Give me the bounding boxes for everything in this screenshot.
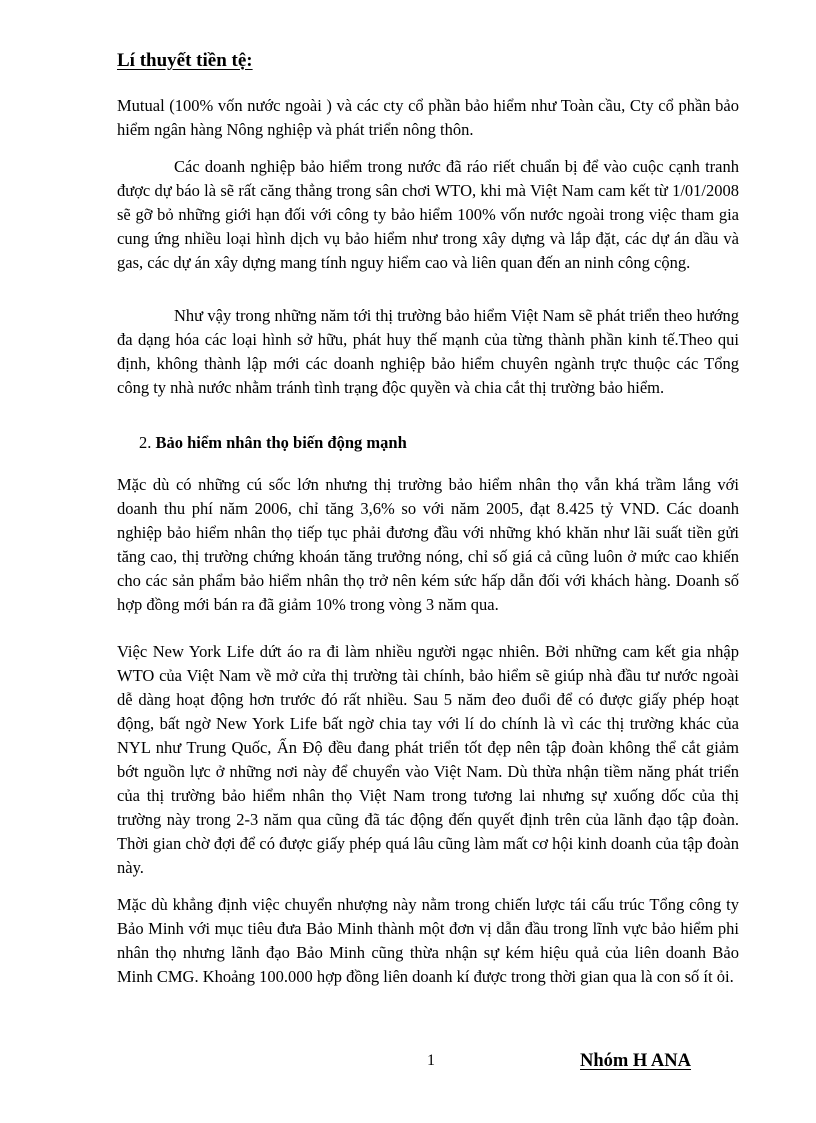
paragraph-life-insurance-revenue: Mặc dù có những cú sốc lớn nhưng thị trường bảo hiểm nhân thọ vẫn khá trầm lắng với doanh thu phí năm 2006, chỉ tăng 3,6% so với năm 2005, đạt 8.425 tỷ VND. Các doanh nghiệp bảo hiểm nhân thọ tiếp tục phải đương đầu với những khó khăn như lãi suất tiền gửi tăng cao, thị trường chứng khoán tăng trưởng nóng, chỉ số giá cả cũng luôn ở mức cao khiến cho các sản phẩm bảo hiểm nhân thọ trở nên kém sức hấp dẫn đối với khách hàng. Doanh số hợp đồng mới bán ra đã giảm 10% trong vòng 3 năm qua. [117,475,739,614]
document-title: Lí thuyết tiền tệ: [117,50,253,71]
section-heading-text: Bảo hiểm nhân thọ biến động mạnh [155,433,407,452]
page-number: 1 [427,1052,435,1069]
paragraph-ownership-diversification: Như vậy trong những năm tới thị trường bảo hiểm Việt Nam sẽ phát triển theo hướng đa dạng hóa các loại hình sở hữu, phát huy thế mạnh của từng thành phần kinh tế.Theo qui định, không thành lập mới các doanh nghiệp bảo hiểm chuyên ngành trực thuộc các Tổng công ty nhà nước nhằm tránh tình trạng độc quyền và chia cắt thị trường bảo hiểm. [117,306,739,397]
paragraph-mutual: Mutual (100% vốn nước ngoài ) và các cty cổ phần bảo hiểm như Toàn cầu, Cty cổ phần bảo hiểm ngân hàng Nông nghiệp và phát triển nông thôn. [117,96,739,139]
paragraph-bao-minh: Mặc dù khẳng định việc chuyển nhượng này nằm trong chiến lược tái cấu trúc Tổng công ty Bảo Minh với mục tiêu đưa Bảo Minh thành một đơn vị dẫn đầu trong lĩnh vực bảo hiểm phi nhân thọ nhưng lãnh đạo Bảo Minh cũng thừa nhận sự kém hiệu quả của liên doanh Bảo Minh CMG. Khoảng 100.000 hợp đồng liên doanh kí được trong thời gian qua là con số ít ỏi. [117,895,739,986]
section-heading [139,431,407,455]
section-number: 2. [139,433,152,452]
paragraph-wto-competition: Các doanh nghiệp bảo hiểm trong nước đã ráo riết chuẩn bị để vào cuộc cạnh tranh được dự báo là sẽ rất căng thẳng trong sân chơi WTO, khi mà Việt Nam cam kết từ 1/01/2008 sẽ gỡ bỏ những giới hạn đối với công ty bảo hiểm 100% vốn nước ngoài trong việc tham gia cung ứng nhiều loại hình dịch vụ bảo hiểm như trong xây dựng và lắp đặt, các dự án dầu và gas, các dự án xây dựng mang tính nguy hiểm cao và liên quan đến an ninh công cộng. [117,157,739,272]
paragraph-new-york-life: Việc New York Life dứt áo ra đi làm nhiều người ngạc nhiên. Bởi những cam kết gia nhập WTO của Việt Nam về mở cửa thị trường tài chính, bảo hiểm sẽ giúp nhà đầu tư nước ngoài dễ dàng hoạt động hơn trước đó rất nhiều. Sau 5 năm đeo đuổi để có được giấy phép hoạt động, bất ngờ New York Life bất ngờ chia tay với lí do chính là vì các thị trường khác của NYL như Trung Quốc, Ấn Độ đều đang phát triển tốt đẹp nên tập đoàn không thể cắt giảm bớt nguồn lực ở những nơi này để chuyển vào Việt Nam. Dù thừa nhận tiềm năng phát triển của thị trường bảo hiểm nhân thọ Việt Nam trong tương lai nhưng sự xuống dốc của thị trường này trong 2-3 năm qua cũng đã tác động đến quyết định trên của lãnh đạo tập đoàn. Thời gian chờ đợi để có được giấy phép quá lâu cũng làm mất cơ hội kinh doanh của tập đoàn này. [117,642,739,877]
group-name: Nhóm H ANA [580,1051,692,1071]
